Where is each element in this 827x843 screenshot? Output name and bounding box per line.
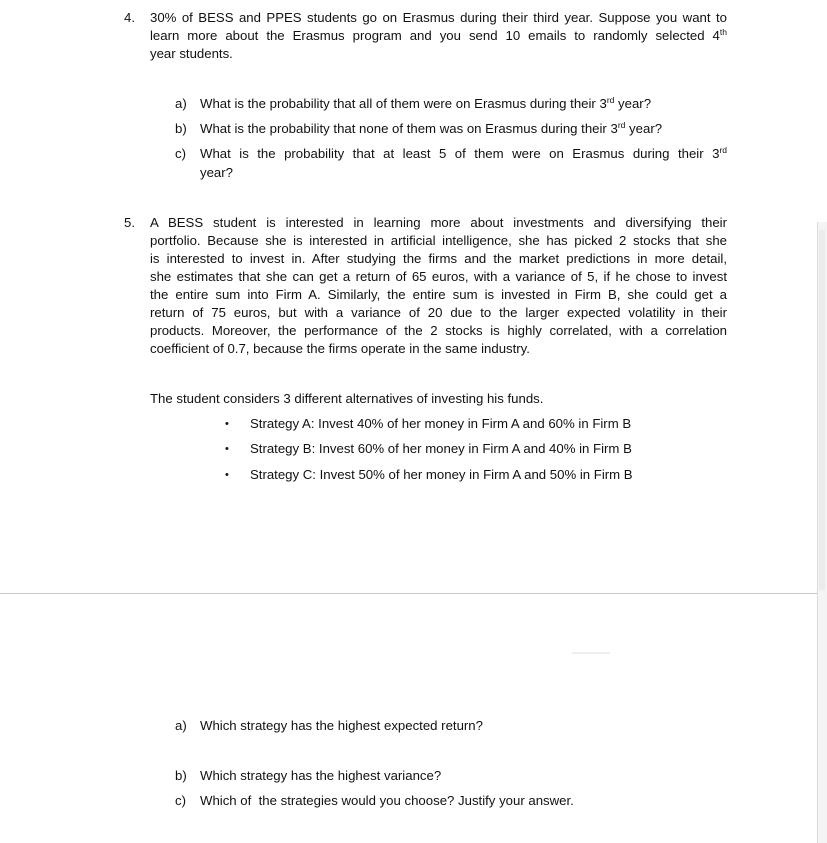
question-4a-letter: a) [175, 96, 187, 111]
question-4-number: 4. [124, 10, 135, 25]
question-5c-letter: c) [175, 793, 186, 808]
question-4a-text: What is the probability that all of them were on Erasmus during their 3rd year? [200, 95, 652, 111]
page-break-divider [0, 593, 827, 594]
question-5-line-7: products. Moreover, the performance of the 2 stocks is highly correlated, with a correlation [150, 323, 727, 338]
strategy-c: Strategy C: Invest 50% of her money in Firm A and 50% in Firm B [250, 467, 633, 482]
bullet-dot-icon: • [225, 418, 229, 430]
question-5-line-1: A BESS student is interested in learning more about investments and diversifying their [150, 215, 727, 230]
question-5c-text: Which of the strategies would you choose? Justify your answer. [200, 793, 574, 808]
question-4c-letter: c) [175, 146, 186, 161]
question-4-line-1: 30% of BESS and PPES students go on Erasmus during their third year. Suppose you want to [150, 10, 727, 25]
scrollbar-thumb[interactable] [819, 230, 825, 590]
question-5-line-2: portfolio. Because she is interested in artificial intelligence, she has picked 2 stocks that she [150, 233, 727, 248]
question-5-line-6: return of 75 euros, but with a variance of 20 due to the larger expected volatility in their [150, 305, 727, 320]
question-4-line-3: year students. [150, 46, 233, 61]
question-5b-letter: b) [175, 768, 187, 783]
question-5-number: 5. [124, 215, 135, 230]
scan-artifact [572, 652, 610, 654]
question-4b-text: What is the probability that none of them was on Erasmus during their 3rd year? [200, 120, 663, 136]
question-4c-continuation: year? [200, 165, 233, 180]
alternatives-intro: The student considers 3 different alternatives of investing his funds. [150, 391, 544, 406]
question-5a-text: Which strategy has the highest expected return? [200, 718, 483, 733]
question-5-line-8: coefficient of 0.7, because the firms operate in the same industry. [150, 341, 530, 356]
question-5-line-3: is interested to invest in. After studying the firms and the market predictions in more detail, [150, 251, 727, 266]
question-5-line-5: the entire sum into Firm A. Similarly, the entire sum is invested in Firm B, she could get a [150, 287, 727, 302]
question-5b-text: Which strategy has the highest variance? [200, 768, 442, 783]
bullet-dot-icon: • [225, 469, 229, 481]
question-4-line-2: learn more about the Erasmus program and you send 10 emails to randomly selected 4th [150, 27, 727, 43]
question-4b-letter: b) [175, 121, 187, 136]
strategy-b: Strategy B: Invest 60% of her money in Firm A and 40% in Firm B [250, 441, 632, 456]
bullet-dot-icon: • [225, 443, 229, 455]
strategy-a: Strategy A: Invest 40% of her money in Firm A and 60% in Firm B [250, 416, 632, 431]
question-5a-letter: a) [175, 718, 187, 733]
question-5-line-4: she estimates that she can get a return of 65 euros, with a variance of 5, if he chose to invest [150, 269, 727, 284]
question-4c-text: What is the probability that at least 5 of them were on Erasmus during their 3rd [200, 145, 727, 161]
